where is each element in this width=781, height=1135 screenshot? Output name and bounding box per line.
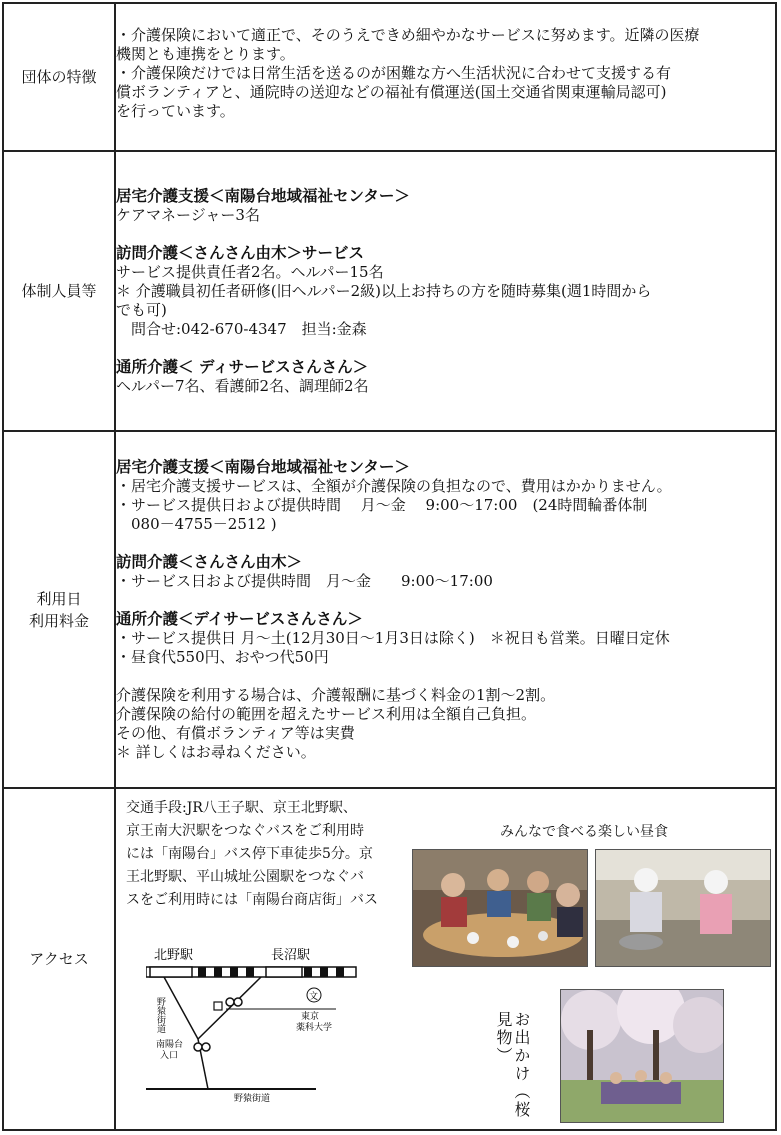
access-content <box>115 788 776 1130</box>
fees-line: ・昼食代550円、おやつ代50円 <box>116 647 329 666</box>
features-line: 償ボランティアと、通院時の送迎などの福祉有償運送(国土交通省関東運輸局認可) <box>116 83 667 101</box>
row-fees <box>3 431 776 788</box>
label-access: アクセス <box>3 788 115 1130</box>
spacer <box>116 591 775 610</box>
spacer <box>116 339 775 358</box>
info-table <box>2 2 777 1131</box>
spacer <box>116 667 775 686</box>
railway-line <box>146 967 356 977</box>
features-content <box>115 3 776 151</box>
road-left <box>164 977 198 1039</box>
transport-line: 交通手段:JR八王子駅、京王北野駅、 <box>126 800 357 816</box>
transport-line: 京王南大沢駅をつなぐバスをご利用時 <box>126 823 364 839</box>
row-staff <box>3 151 776 431</box>
features-line: 機関とも連携をとります。 <box>116 45 295 63</box>
transport-line: には「南陽台」バス停下車徒歩5分。京 <box>126 846 373 862</box>
access-area <box>116 789 775 1129</box>
outing-caption: お出かけ（桜見物） <box>494 1011 531 1119</box>
fees-content <box>115 431 776 788</box>
fees-line: ・居宅介護支援サービスは、全額が介護保険の負担なので、費用はかかりません。 <box>116 476 672 495</box>
day-service-staff: ヘルパー7名、看護師2名、調理師2名 <box>116 376 369 395</box>
access-map <box>146 939 376 1119</box>
recruit-note: でも可) <box>116 300 167 319</box>
spacer <box>116 534 775 553</box>
features-line: ・介護保険において適正で、そのうえできめ細やかなサービスに努めます。近隣の医療 <box>116 26 700 44</box>
university-label-1: 東京 <box>301 1012 320 1022</box>
home-care-staff: ケアマネージャー3名 <box>116 205 260 224</box>
label-staff: 体制人員等 <box>3 151 115 431</box>
bus-stop-icon <box>194 998 242 1051</box>
fees-line: ・サービス提供日 月～土(12月30日～1月3日は除く) ＊祝日も営業。日曜日定休 <box>116 628 670 647</box>
university-symbol: 文 <box>309 992 319 1002</box>
outing-photo <box>560 989 724 1123</box>
row-access <box>3 788 776 1130</box>
entrance-label-2: 入口 <box>160 1051 179 1061</box>
recruit-note: ＊ 介護職員初任者研修(旧ヘルパー2級)以上お持ちの方を随時募集(週1時間から <box>116 281 652 300</box>
lunch-photo-1 <box>412 849 588 967</box>
fees-note: 介護保険を利用する場合は、介護報酬に基づく料金の1割～2割。 <box>116 685 556 704</box>
contact-info: 問合せ:042-670-4347 担当:金森 <box>116 319 367 338</box>
fees-note: その他、有償ボランティア等は実費 <box>116 723 355 742</box>
visit-care-title: 訪問介護＜さんさん由木＞サービス <box>116 243 365 262</box>
lunch-photo-2 <box>595 849 771 967</box>
day-service-title: 通所介護＜ ディサービスさんさん＞ <box>116 357 369 376</box>
fees-home-care-title: 居宅介護支援＜南陽台地域福祉センター＞ <box>116 457 410 476</box>
label-features: 団体の特徴 <box>3 3 115 151</box>
lunch-caption: みんなで食べる楽しい昼食 <box>500 824 668 840</box>
staff-content <box>115 151 776 431</box>
fees-note: ＊ 詳しくはお尋ねください。 <box>116 742 316 761</box>
road-bottom-label: 野猿街道 <box>234 1094 271 1104</box>
features-line: を行っています。 <box>116 102 235 120</box>
visit-care-staff: サービス提供責任者2名。ヘルパー15名 <box>116 262 384 281</box>
label-fees-line: 利用料金 <box>28 611 89 630</box>
road-left-label: 野猿街道 <box>155 997 165 1033</box>
station-naganuma: 長沼駅 <box>271 948 311 963</box>
label-fees <box>3 431 115 788</box>
label-fees-line: 利用日 <box>36 589 82 608</box>
fees-line: 080－4755－2512 ) <box>116 514 277 533</box>
fees-visit-title: 訪問介護＜さんさん由木＞ <box>116 552 303 571</box>
school-map-icon <box>307 988 321 1002</box>
fees-day-title: 通所介護＜デイサービスさんさん＞ <box>116 609 363 628</box>
row-features <box>3 3 776 151</box>
entrance-label-1: 南陽台 <box>156 1040 184 1050</box>
fees-line: ・サービス日および提供時間 月～金 9:00～17:00 <box>116 571 493 590</box>
university-label-2: 薬科大学 <box>296 1023 333 1033</box>
transport-text <box>126 797 406 912</box>
transport-line: スをご利用時には「南陽台商店街」バス <box>126 892 378 908</box>
features-line: ・介護保険だけでは日常生活を送るのが困難な方へ生活状況に合わせて支援する有 <box>116 64 672 82</box>
fees-line: ・サービス提供日および提供時間 月～金 9:00～17:00 (24時間輪番体制 <box>116 495 648 514</box>
center-marker <box>214 1002 222 1010</box>
fees-note: 介護保険の給付の範囲を超えたサービス利用は全額自己負担。 <box>116 704 537 723</box>
transport-line: 王北野駅、平山城址公園駅をつなぐバ <box>126 869 364 885</box>
road-diagonal <box>198 977 261 1039</box>
spacer <box>116 225 775 244</box>
station-kitano: 北野駅 <box>154 948 194 963</box>
home-care-title: 居宅介護支援＜南陽台地域福祉センター＞ <box>116 186 410 205</box>
